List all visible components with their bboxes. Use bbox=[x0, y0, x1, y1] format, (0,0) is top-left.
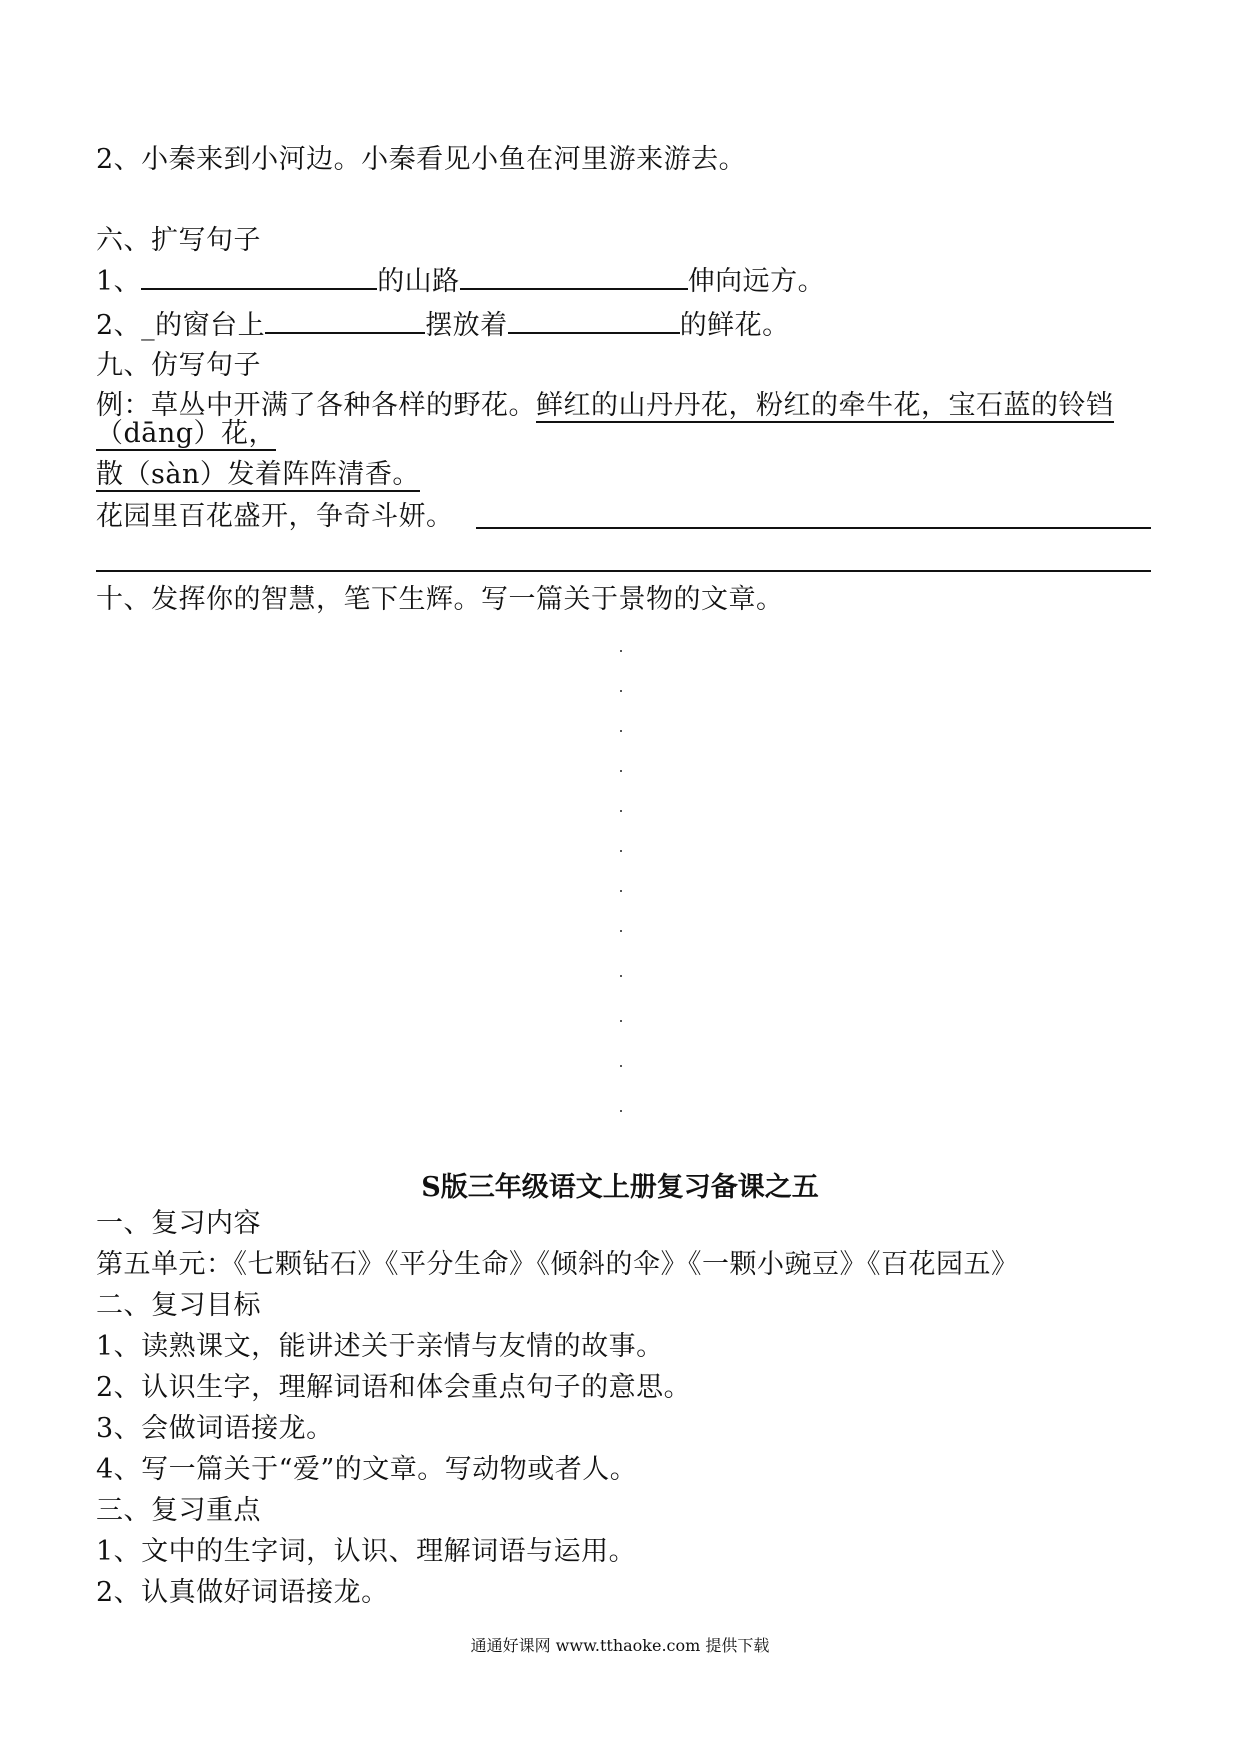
answer-line[interactable] bbox=[96, 570, 1151, 572]
divider-dot bbox=[620, 730, 622, 732]
example-line-2 bbox=[96, 458, 420, 492]
review-heading-3: 三、复习重点 bbox=[96, 1495, 261, 1526]
expand-item-1-mid: 的山路 bbox=[377, 266, 460, 297]
blank-field[interactable] bbox=[508, 310, 680, 334]
divider-dot bbox=[620, 690, 622, 692]
review-heading-2: 二、复习目标 bbox=[96, 1290, 261, 1321]
divider-dot bbox=[620, 890, 622, 892]
review-content: 第五单元：《七颗钻石》《平分生命》《倾斜的伞》《一颗小豌豆》《百花园五》 bbox=[96, 1249, 1019, 1280]
review-heading-1: 一、复习内容 bbox=[96, 1208, 261, 1239]
expand-item-2-prefix: 2、_的窗台上 bbox=[96, 310, 266, 341]
example-sentence bbox=[96, 392, 1151, 448]
example-line-2-text: 散（sàn）发着阵阵清香。 bbox=[96, 459, 420, 490]
divider-dot bbox=[620, 850, 622, 852]
answer-line[interactable] bbox=[476, 527, 1151, 529]
document-title: S版三年级语文上册复习备课之五 bbox=[421, 1172, 819, 1203]
review-key-2: 2、认真做好词语接龙。 bbox=[96, 1577, 389, 1608]
blank-field[interactable] bbox=[265, 310, 425, 334]
example-plain: 例：草丛中开满了各种各样的野花。 bbox=[96, 390, 536, 421]
imitation-prompt-text: 花园里百花盛开，争奇斗妍。 bbox=[96, 501, 454, 532]
expand-item-2-end: 的鲜花。 bbox=[679, 310, 790, 341]
review-goal-4: 4、写一篇关于“爱”的文章。写动物或者人。 bbox=[96, 1454, 638, 1485]
section-9-heading: 九、仿写句子 bbox=[96, 350, 261, 381]
divider-dot bbox=[620, 1065, 622, 1067]
review-key-1: 1、文中的生字词，认识、理解词语与运用。 bbox=[96, 1536, 637, 1567]
sentence-2: 2、小秦来到小河边。小秦看见小鱼在河里游来游去。 bbox=[96, 144, 747, 175]
review-goal-2: 2、认识生字，理解词语和体会重点句子的意思。 bbox=[96, 1372, 692, 1403]
expand-item-1-end: 伸向远方。 bbox=[687, 266, 826, 297]
review-goal-1: 1、读熟课文，能讲述关于亲情与友情的故事。 bbox=[96, 1331, 664, 1362]
blank-field[interactable] bbox=[460, 266, 688, 290]
divider-dot bbox=[620, 1020, 622, 1022]
divider-dot bbox=[620, 930, 622, 932]
expand-item-2-mid: 摆放着 bbox=[425, 310, 508, 341]
review-goal-3: 3、会做词语接龙。 bbox=[96, 1413, 334, 1444]
divider-dot bbox=[620, 650, 622, 652]
divider-dot bbox=[620, 1110, 622, 1112]
section-6-heading: 六、扩写句子 bbox=[96, 225, 261, 256]
example-underlined: 鲜红的山丹丹花，粉红的牵牛花，宝石蓝的铃铛（dāng）花， bbox=[96, 390, 1114, 449]
divider-dot bbox=[620, 770, 622, 772]
divider-dot bbox=[620, 810, 622, 812]
blank-field[interactable] bbox=[141, 266, 377, 290]
expand-item-2 bbox=[96, 309, 790, 343]
section-10-heading: 十、发挥你的智慧，笔下生辉。写一篇关于景物的文章。 bbox=[96, 584, 784, 615]
expand-item-1-prefix: 1、 bbox=[96, 266, 142, 297]
imitation-prompt bbox=[96, 500, 454, 534]
footer-text: 通通好课网 www.tthaoke.com 提供下载 bbox=[470, 1636, 770, 1655]
expand-item-1 bbox=[96, 265, 825, 299]
divider-dot bbox=[620, 975, 622, 977]
